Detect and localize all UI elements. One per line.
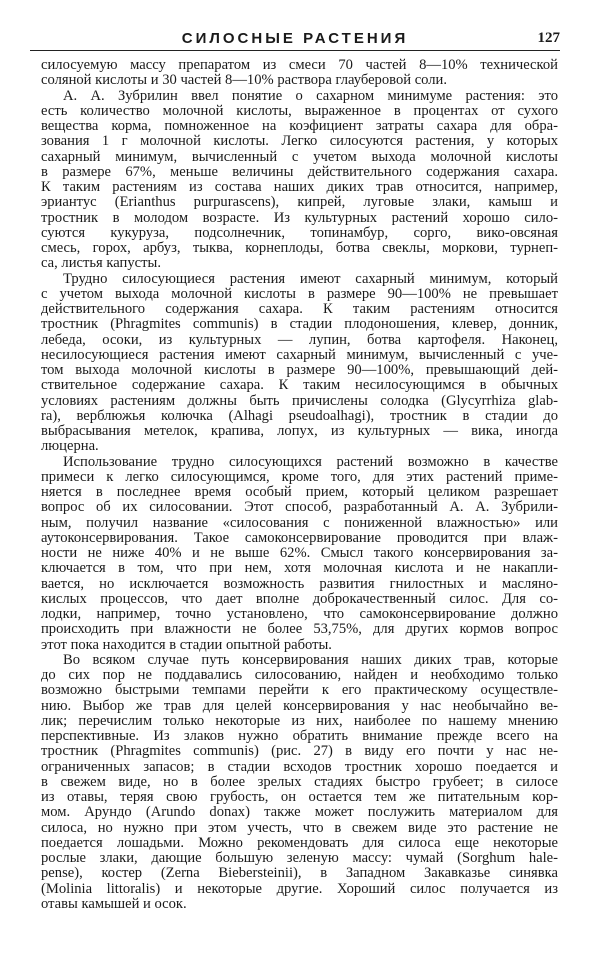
text-line: ограниченных запасов; в стадии всходов тростник хорошо поедается и xyxy=(41,758,558,775)
text-line: са, листья капусты. xyxy=(41,255,161,272)
text-line: лик; перечислим только некоторые из них, наиболее по нашему мнению xyxy=(41,712,558,729)
paragraph xyxy=(41,653,558,912)
text-line: Использование трудно силосующихся растений возможно в качестве xyxy=(63,453,558,470)
text-line: в размере 67%, меньше величины действительного содержания сахара. xyxy=(41,163,558,180)
paragraph xyxy=(41,455,558,653)
text-line: зования 1 г молочной кислоты. Легко силосуются растения, у которых xyxy=(41,133,558,150)
text-line: Трудно силосующиеся растения имеют сахарный минимум, который xyxy=(63,270,558,287)
text-line: соляной кислоты и 30 частей 8—10% раствора глауберовой соли. xyxy=(41,72,448,89)
text-line: силосуемую массу препаратом из смеси 70 частей 8—10% технической xyxy=(41,57,558,73)
text-line: вопрос об их силосовании. Этот способ, разработанный А. А. Зубрили- xyxy=(41,499,558,516)
text-line: есть количество молочной кислоты, выраженное в процентах от сухого xyxy=(41,102,558,119)
text-line: отавы камышей и осок. xyxy=(41,895,187,912)
text-line: условиях растениям должны быть причислены солодка (Glycyrrhiza glab- xyxy=(41,392,558,409)
text-line: Во всяком случае путь консервирования наших диких трав, которые xyxy=(63,651,558,668)
text-line: силоса, но нужно при этом учесть, что в свежем виде это растение не xyxy=(41,819,558,836)
text-line: нию. Выбор же трав для целей консервирования у нас необычайно ве- xyxy=(41,697,558,714)
text-line: суются кукуруза, подсолнечник, топинамбур, сорго, вико-овсяная xyxy=(41,224,558,241)
text-line: А. А. Зубрилин ввел понятие о сахарном минимуме растения: это xyxy=(63,87,558,104)
text-line: из отавы, теряя свою грубость, он остается тем же питательным кор- xyxy=(41,789,558,805)
paragraph xyxy=(41,58,558,89)
text-line: рослые злаки, дающие большую зеленую массу: чумай (Sorghum hale- xyxy=(41,850,558,866)
text-line: в свежем виде, но в более зрелых стадиях быстро грубеет; в силосе xyxy=(41,773,558,790)
text-line: возможно быстрыми темпами перейти к его практическому осуществле- xyxy=(41,682,558,699)
text-line: вещества корма, помноженное на коэфициент затраты сахара для обра- xyxy=(41,118,558,134)
text-line: (Molinia littoralis) и некоторые другие. Хороший силос получается из xyxy=(41,880,558,897)
text-line: перспективные. Из злаков нужно обратить внимание прежде всего на xyxy=(41,728,558,744)
text-line: ности не ниже 40% и не выше 62%. Смысл такого консервирования за- xyxy=(41,545,558,561)
text-line: мом. Арундо (Arundo donax) также может послужить материалом для xyxy=(41,804,558,821)
text-line: аутоконсервирования. Такое самоконсервирование проводится при влаж- xyxy=(41,529,558,546)
paragraph xyxy=(41,272,558,455)
text-line: кислых процессов, что дает вполне доброкачественный силос. Для со- xyxy=(41,590,558,607)
paragraph xyxy=(41,89,558,272)
text-line: сахарный минимум, вычисленный с учетом выхода молочной кислоты xyxy=(41,148,558,165)
text-line: эриантус (Erianthus purpurascens), кипрей, луговые злаки, камыш и xyxy=(41,194,558,211)
text-line: няется в последнее время особый прием, который целиком разрешает xyxy=(41,484,558,500)
page-number: 127 xyxy=(537,30,560,46)
running-title: СИЛОСНЫЕ РАСТЕНИЯ xyxy=(181,30,409,47)
text-line: тростник (Phragmites communis) (рис. 27) в виду его почти у нас не- xyxy=(41,743,558,760)
text-line: с учетом выхода молочной кислоты в размере 90—100% не превышает xyxy=(41,285,558,302)
page-header xyxy=(30,28,560,51)
text-line: ным, получил название «силосования с пониженной влажностью» или xyxy=(41,514,558,531)
text-line: несилосующиеся растения имеют сахарный минимум, вычисленный с уче- xyxy=(41,346,558,363)
text-line: том выхода молочной кислоты в размере 90—100%, превышающий дей- xyxy=(41,362,558,378)
text-line: лодки, например, точно установлено, что самоконсервирование должно xyxy=(41,606,558,622)
text-line: до сих пор не поддавались силосованию, найден и необходимо только xyxy=(41,667,558,683)
text-line: действительного содержания сахара. К таким растениям относится xyxy=(41,301,558,317)
text-line: смесь, горох, арбуз, тыква, корнеплоды, ботва свеклы, моркови, турнеп- xyxy=(41,240,558,256)
text-line: этот пока находится в стадии опытной работы. xyxy=(41,636,332,653)
text-line: pense), костер (Zerna Biebersteinii), в Западном Закавказье синявка xyxy=(41,865,558,882)
text-line: тростник в молодом возрасте. Из культурных растений хорошо сило- xyxy=(41,209,558,226)
text-line: люцерна. xyxy=(41,438,99,455)
text-line: лебеда, осоки, из культурных — лупин, ботва картофеля. Наконец, xyxy=(41,331,558,348)
text-line: выбрасывания метелок, крапива, лопух, из культурных — вика, иногда xyxy=(41,423,558,439)
text-line: поедается лошадьми. Можно рекомендовать для силоса еще некоторые xyxy=(41,834,558,851)
text-line: К таким растениям из состава наших диких трав относится, например, xyxy=(41,179,558,195)
text-line: ключается в том, что при нем, хотя молочная кислота и не накапли- xyxy=(41,560,558,577)
text-line: ra), верблюжья колючка (Alhagi pseudoalhagi), тростник в стадии до xyxy=(41,407,558,424)
text-line: вается, но исключается возможность развития гнилостных и масляно- xyxy=(41,575,558,592)
text-line: тростник (Phragmites communis) в стадии плодоношения, клевер, донник, xyxy=(41,316,558,333)
text-line: примеси к легко силосующимся, кроме того, для этих растений приме- xyxy=(41,468,558,485)
text-line: происходить при влажности не более 53,75%, для других кормов вопрос xyxy=(41,621,558,638)
text-line: ствительное содержание сахара. К таким несилосующимся в обычных xyxy=(41,377,558,394)
page-body-text xyxy=(41,58,558,912)
